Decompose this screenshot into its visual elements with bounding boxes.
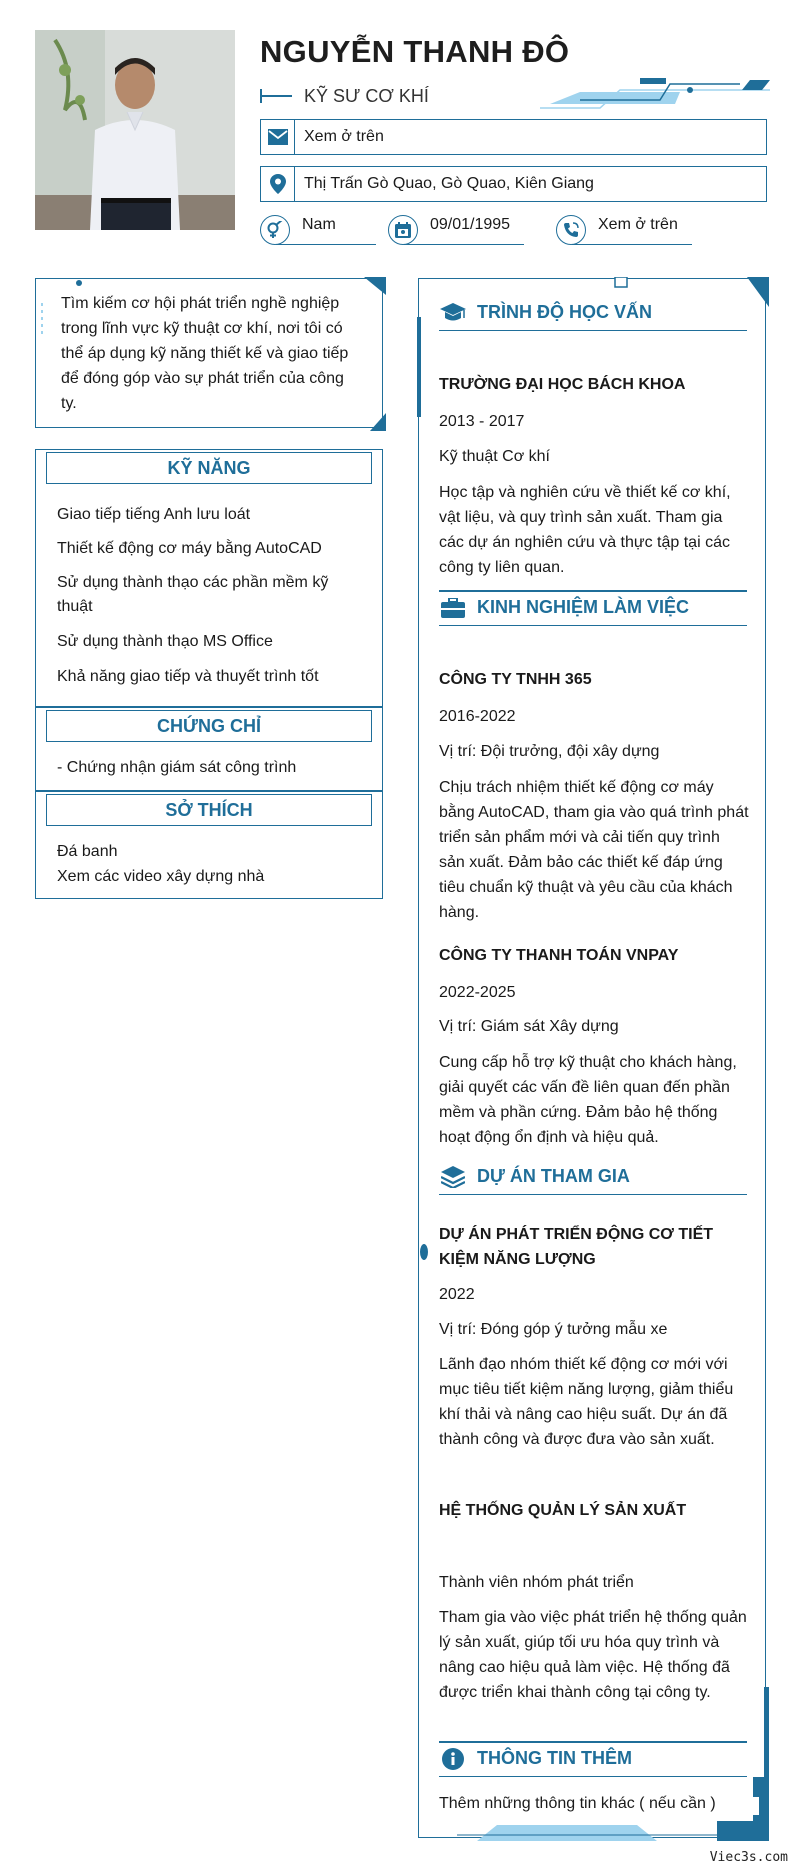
education-period: 2013 - 2017 xyxy=(439,413,525,430)
briefcase-icon xyxy=(441,598,465,618)
job-description: Cung cấp hỗ trợ kỹ thuật cho khách hàng, giải quyết các vấn đề liên quan đến phần mềm và phần cứng. Đảm bảo hệ thống hoạt động ổn định và hiệu quả. xyxy=(439,1054,737,1146)
avatar xyxy=(35,30,235,230)
extra-info-heading: THÔNG TIN THÊM xyxy=(477,1748,632,1768)
job-company: CÔNG TY THANH TOÁN VNPAY xyxy=(439,947,679,964)
mail-icon xyxy=(268,129,288,145)
hobby-item: Xem các video xây dựng nhà xyxy=(57,868,265,885)
gender-icon-circle xyxy=(260,215,290,245)
address-icon-cell xyxy=(261,167,295,201)
project-name: HỆ THỐNG QUẢN LÝ SẢN XUẤT xyxy=(439,1502,687,1519)
phone-value: Xem ở trên xyxy=(598,216,678,233)
address-field xyxy=(260,166,767,202)
phone-item xyxy=(556,210,678,250)
education-major: Kỹ thuật Cơ khí xyxy=(439,448,550,465)
education-icon-cell xyxy=(439,299,467,327)
skills-heading: KỸ NĂNG xyxy=(46,452,372,484)
experience-heading: KINH NGHIỆM LÀM VIỆC xyxy=(477,597,690,617)
birthday-underline xyxy=(404,244,524,245)
project-description: Tham gia vào việc phát triển hệ thống quản lý sản xuất, giúp tối ưu hóa quy trình và nâng cao hiệu quả làm việc. Hệ thống đã được triển khai thành công tại công ty. xyxy=(439,1609,747,1701)
extra-info-heading-topline xyxy=(439,1741,747,1743)
candidate-name: NGUYỄN THANH ĐÔ xyxy=(260,34,570,69)
certificates-section xyxy=(35,707,383,791)
skill-item: Sử dụng thành thạo MS Office xyxy=(57,633,273,650)
certificate-item: - Chứng nhận giám sát công trình xyxy=(57,759,297,776)
gender-underline xyxy=(276,244,376,245)
birthday-icon-circle xyxy=(388,215,418,245)
gender-icon xyxy=(266,221,284,239)
info-icon xyxy=(442,1748,464,1770)
skill-item: Thiết kế động cơ máy bằng AutoCAD xyxy=(57,540,322,557)
job-period: 2016-2022 xyxy=(439,708,516,725)
education-school: TRƯỜNG ĐẠI HỌC BÁCH KHOA xyxy=(439,376,686,393)
phone-underline xyxy=(572,244,692,245)
skill-item: Giao tiếp tiếng Anh lưu loát xyxy=(57,506,251,523)
job-position: Vị trí: Đội trưởng, đội xây dựng xyxy=(439,743,660,760)
career-objective-box xyxy=(35,278,383,428)
job-period: 2022-2025 xyxy=(439,984,516,1001)
phone-icon-circle xyxy=(556,215,586,245)
experience-icon-cell xyxy=(439,594,467,622)
hobby-item: Đá banh xyxy=(57,843,118,860)
email-field xyxy=(260,119,767,155)
graduation-cap-icon xyxy=(440,303,466,323)
address-value: Thị Trấn Gò Quao, Gò Quao, Kiên Giang xyxy=(304,175,594,192)
birthday-item xyxy=(388,210,510,250)
watermark-text: Viec3s.com xyxy=(709,1850,788,1865)
project-period: 2022 xyxy=(439,1286,475,1303)
job-company: CÔNG TY TNHH 365 xyxy=(439,671,592,688)
extra-info-heading-bar xyxy=(439,1741,747,1777)
job-title: KỸ SƯ CƠ KHÍ xyxy=(304,85,429,106)
certificates-heading: CHỨNG CHỈ xyxy=(46,710,372,742)
project-name: DỰ ÁN PHÁT TRIỂN ĐỘNG CƠ TIẾT KIỆM NĂNG LƯỢNG xyxy=(439,1226,714,1268)
education-heading: TRÌNH ĐỘ HỌC VẤN xyxy=(477,302,652,322)
job-title-row xyxy=(260,82,429,110)
skill-item: Khả năng giao tiếp và thuyết trình tốt xyxy=(57,668,319,685)
phone-icon xyxy=(563,222,579,238)
circuit-decoration xyxy=(540,74,770,114)
projects-heading-bar xyxy=(439,1159,747,1195)
hobbies-section xyxy=(35,791,383,899)
projects-icon-cell xyxy=(439,1163,467,1191)
project-description: Lãnh đạo nhóm thiết kế động cơ mới với mục tiêu tiết kiệm năng lượng, giảm thiểu khí thải và nâng cao hiệu suất. Dự án đã thành công và được đưa vào sản xuất. xyxy=(439,1356,734,1448)
hobbies-heading: SỞ THÍCH xyxy=(46,794,372,826)
calendar-icon xyxy=(395,222,411,238)
career-objective-text: Tìm kiếm cơ hội phát triển nghề nghiệp trong lĩnh vực kỹ thuật cơ khí, nơi tôi có thể áp dụng kỹ năng thiết kế và giao tiếp để đóng góp vào sự phát triển của công ty. xyxy=(61,295,349,412)
main-content-box xyxy=(418,278,766,1838)
extra-info-icon-cell xyxy=(439,1745,467,1773)
gender-item xyxy=(260,210,336,250)
email-value: Xem ở trên xyxy=(304,128,384,145)
skill-item: Sử dụng thành thạo các phần mềm kỹ thuật xyxy=(57,574,329,615)
gender-value: Nam xyxy=(302,216,336,233)
education-heading-bar xyxy=(439,295,747,331)
title-line-decoration xyxy=(260,95,292,97)
extra-info-text: Thêm những thông tin khác ( nếu cần ) xyxy=(439,1795,716,1812)
project-role: Vị trí: Đóng góp ý tưởng mẫu xe xyxy=(439,1321,668,1338)
job-description: Chịu trách nhiệm thiết kế động cơ máy bằng AutoCAD, tham gia vào quá trình phát triển sản phẩm mới và cải tiến quy trình sản xuất. Đảm bảo các thiết kế đáp ứng tiêu chuẩn kỹ thuật và yêu cầu của khách hàng. xyxy=(439,779,749,921)
project-role: Thành viên nhóm phát triển xyxy=(439,1574,634,1591)
location-pin-icon xyxy=(270,174,286,194)
experience-heading-bar xyxy=(439,590,747,626)
layers-icon xyxy=(441,1166,465,1188)
skills-section xyxy=(35,449,383,707)
job-position: Vị trí: Giám sát Xây dựng xyxy=(439,1018,619,1035)
birthday-value: 09/01/1995 xyxy=(430,216,511,233)
education-description: Học tập và nghiên cứu về thiết kế cơ khí, vật liệu, và quy trình sản xuất. Tham gia các dự án nghiên cứu và thực tập tại các công ty liên quan. xyxy=(439,484,731,576)
email-icon-cell xyxy=(261,120,295,154)
projects-heading: DỰ ÁN THAM GIA xyxy=(477,1166,630,1186)
experience-heading-topline xyxy=(439,590,747,592)
